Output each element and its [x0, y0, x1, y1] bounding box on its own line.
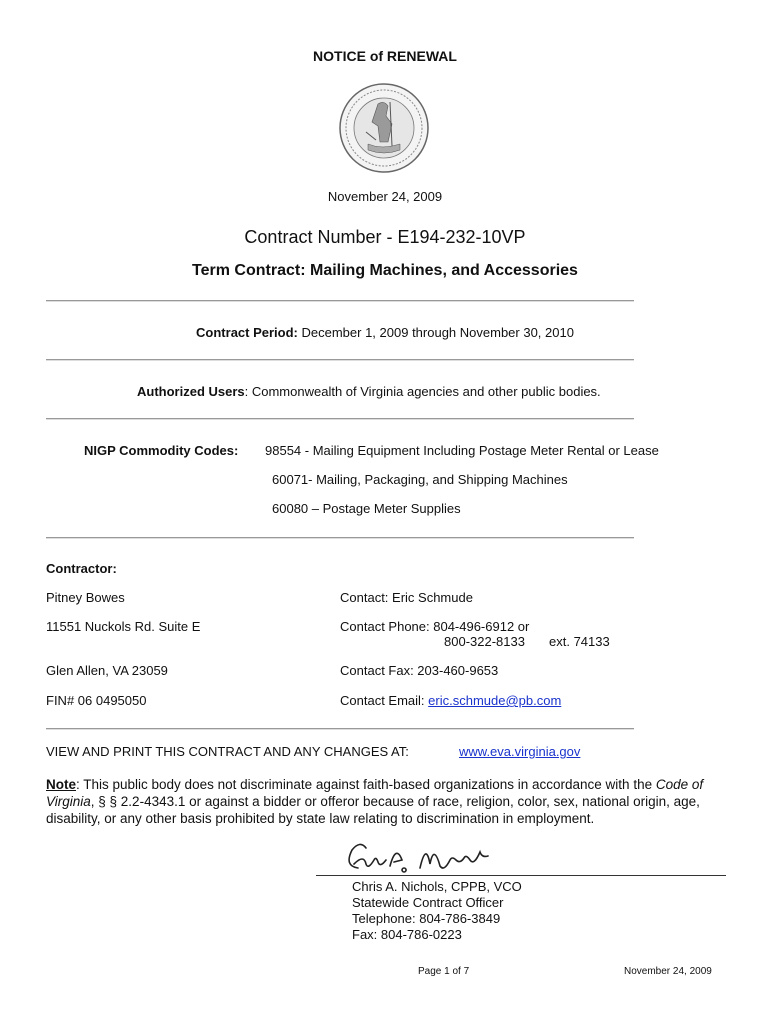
divider: [46, 418, 634, 420]
signer-title: Statewide Contract Officer: [352, 895, 504, 910]
signer-name: Chris A. Nichols, CPPB, VCO: [352, 879, 522, 894]
contact-phone: Contact Phone: 804-496-6912 or: [340, 619, 530, 634]
note-label: Note: [46, 777, 76, 792]
notice-title: NOTICE of RENEWAL: [313, 48, 457, 64]
contact-fax: Contact Fax: 203-460-9653: [340, 663, 499, 678]
contact-phone-ext: ext. 74133: [549, 634, 610, 649]
code-of-virginia: Code of Virginia: [46, 777, 704, 809]
nigp-code: 98554 - Mailing Equipment Including Postage Meter Rental or Lease: [265, 443, 659, 458]
contract-period-label: Contract Period:: [196, 325, 298, 340]
contract-period-value: December 1, 2009 through November 30, 2010: [301, 325, 574, 340]
nigp-code: 60080 – Postage Meter Supplies: [272, 501, 461, 516]
signature-line: [316, 875, 726, 876]
footer-date: November 24, 2009: [624, 966, 712, 977]
view-contract-text: VIEW AND PRINT THIS CONTRACT AND ANY CHANGES AT:: [46, 744, 409, 759]
virginia-seal-icon: [338, 82, 430, 174]
contractor-address: 11551 Nuckols Rd. Suite E: [46, 619, 201, 634]
page-number: Page 1 of 7: [418, 966, 470, 977]
nigp-label: NIGP Commodity Codes:: [84, 443, 239, 458]
term-contract-title: Term Contract: Mailing Machines, and Accessories: [192, 262, 578, 279]
note-text: : This public body does not discriminate against faith-based organizations in accordance with the: [76, 777, 656, 792]
contract-period: [0, 325, 770, 340]
contractor-city: Glen Allen, VA 23059: [46, 663, 168, 678]
signer-telephone: Telephone: 804-786-3849: [352, 911, 501, 926]
authorized-users: [137, 384, 601, 399]
contact-email-label: Contact Email:: [340, 693, 429, 708]
contact-phone-2: 800-322-8133: [444, 634, 525, 649]
signature-block: [352, 879, 522, 943]
note-paragraph: [46, 776, 736, 827]
signer-fax: Fax: 804-786-0223: [352, 927, 462, 942]
contact-name: Contact: Eric Schmude: [340, 590, 473, 605]
notice-date: November 24, 2009: [327, 189, 443, 204]
contractor-fin: FIN# 06 0495050: [46, 693, 147, 708]
divider: [46, 359, 634, 361]
contract-number: Contract Number - E194-232-10VP: [244, 227, 526, 247]
divider: [46, 300, 634, 302]
contact-email-link[interactable]: eric.schmude@pb.com: [428, 693, 562, 708]
note-text: , § § 2.2-4343.1 or against a bidder or offeror because of race, religion, color, sex, national origin, age, disability, or any other basis prohibited by state law relating to discrimination in employment.: [46, 794, 700, 826]
eva-website-link[interactable]: www.eva.virginia.gov: [459, 744, 581, 759]
divider: [46, 537, 634, 539]
nigp-code: 60071- Mailing, Packaging, and Shipping Machines: [272, 472, 568, 487]
contractor-name: Pitney Bowes: [46, 590, 125, 605]
authorized-users-value: : Commonwealth of Virginia agencies and other public bodies.: [244, 384, 601, 399]
contact-email-row: [340, 693, 561, 708]
divider: [46, 728, 634, 730]
signature-icon: [340, 838, 540, 878]
contractor-heading: Contractor:: [46, 561, 117, 576]
authorized-users-label: Authorized Users: [137, 384, 245, 399]
